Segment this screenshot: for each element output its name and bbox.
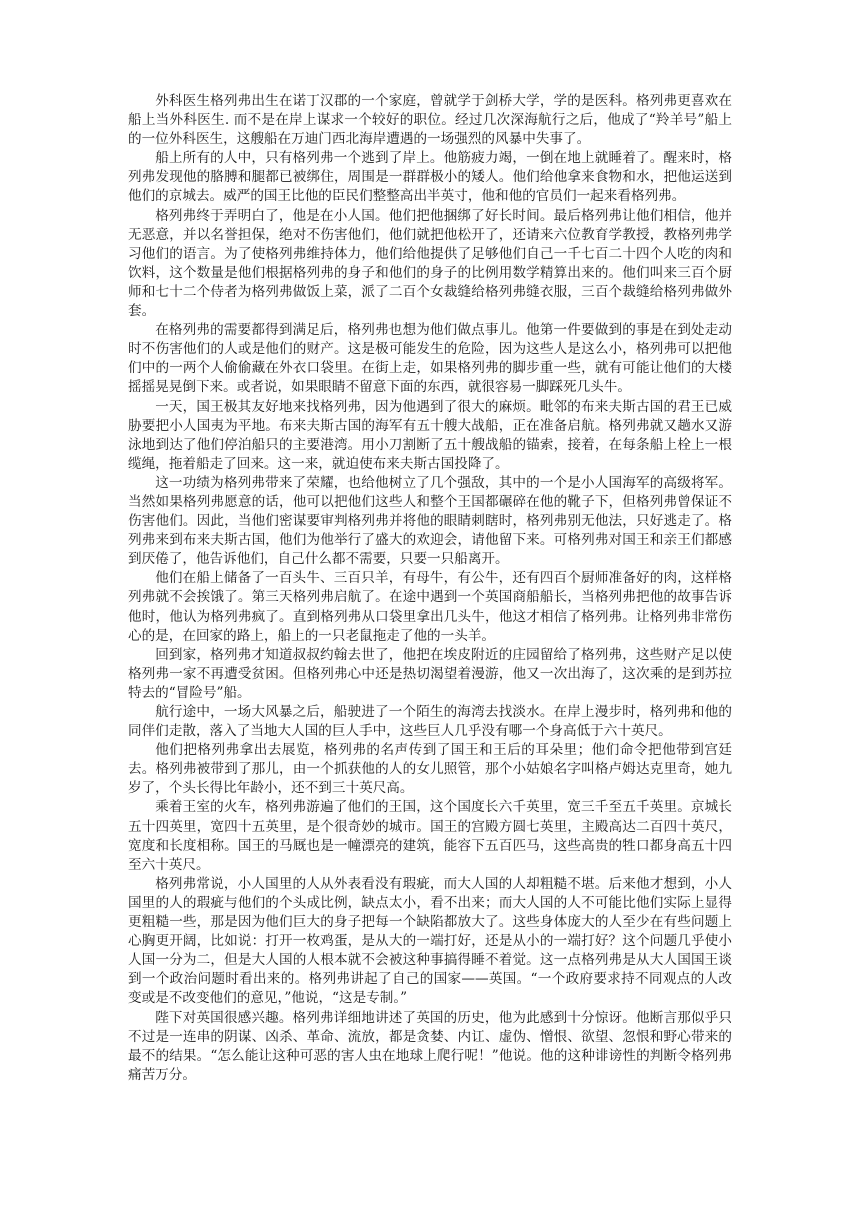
paragraph: 这一功绩为格列弗带来了荣耀，也给他树立了几个强敌，其中的一个是小人国海军的高级将军。当然如果格列弗愿意的话，他可以把他们这些人和整个王国都碾碎在他的靴子下，但格列弗曾保证不伤害他们。因此，当他们密谋要审判格列弗并将他的眼睛刺瞎时，格列弗别无他法，只好逃走了。格列弗来到布来夫斯古国，他们为他举行了盛大的欢迎会，请他留下来。可格列弗对国王和亲王们都感到厌倦了，他告诉他们，自己什么都不需要，只要一只船离开。 [128, 474, 732, 568]
paragraph: 外科医生格列弗出生在诺丁汉郡的一个家庭，曾就学于剑桥大学，学的是医科。格列弗更喜欢在船上当外科医生. 而不是在岸上谋求一个较好的职位。经过几次深海航行之后，他成了“羚羊号”船上的一位外科医生，这艘船在万迪门西北海岸遭遇的一场强烈的风暴中失事了。 [128, 93, 732, 148]
paragraph: 他们把格列弗拿出去展览，格列弗的名声传到了国王和王后的耳朵里；他们命令把他带到宫廷去。格列弗被带到了那儿，由一个抓获他的人的女儿照管，那个小姑娘名字叫格卢姆达克里奇，她九岁了，个头长得比年龄小，还不到三十英尺高。 [128, 742, 732, 797]
article-body [128, 92, 732, 1085]
paragraph: 乘着王室的火车，格列弗游遍了他们的王国，这个国度长六千英里，宽三千至五千英里。京城长五十四英里，宽四十五英里，是个很奇妙的城市。国王的宫殿方圆七英里，主殿高达二百四十英尺，宽度和长度相称。国王的马厩也是一幢漂亮的建筑，能容下五百匹马，这些高贵的牲口都身高五十四至六十英尺。 [128, 799, 732, 873]
paragraph: 格列弗终于弄明白了，他是在小人国。他们把他捆绑了好长时间。最后格列弗让他们相信，他并无恶意，并以名誉担保，绝对不伤害他们，他们就把他松开了，还请来六位教育学教授，教格列弗学习他们的语言。为了使格列弗维持体力，他们给他提供了足够他们自己一千七百二十四个人吃的肉和饮料，这个数量是他们根据格列弗的身子和他们的身子的比例用数学精算出来的。他们叫来三百个厨师和七十二个侍者为格列弗做饭上菜，派了二百个女裁缝给格列弗缝衣服，三百个裁缝给格列弗做外套。 [128, 207, 732, 320]
paragraph: 格列弗常说，小人国里的人从外表看没有瑕疵，而大人国的人却粗糙不堪。后来他才想到，小人国里的人的瑕疵与他们的个头成比例，缺点太小，看不出来；而大人国的人不可能比他们实际上显得更粗糙一些，那是因为他们巨大的身子把每一个缺陷都放大了。这些身体庞大的人至少在有些问题上心胸更开阔，比如说：打开一枚鸡蛋，是从大的一端打好，还是从小的一端打好？这个问题几乎使小人国一分为二，但是大人国的人根本就不会被这种事搞得睡不着觉。这一点格列弗是从大人国国王谈到一个政治问题时看出来的。格列弗讲起了自己的国家——英国。“一个政府要求持不同观点的人改变或是不改变他们的意见，”他说，“这是专制。” [128, 875, 732, 1007]
paragraph: 船上所有的人中，只有格列弗一个逃到了岸上。他筋疲力竭，一倒在地上就睡着了。醒来时，格列弗发现他的胳膊和腿都已被绑住，周围是一群群极小的矮人。他们给他拿来食物和水，把他运送到他们的京城去。威严的国王比他的臣民们整整高出半英寸，他和他的官员们一起来看格列弗。 [128, 150, 732, 205]
paragraph: 在格列弗的需要都得到满足后，格列弗也想为他们做点事儿。他第一件要做到的事是在到处走动时不伤害他们的人或是他们的财产。这是极可能发生的危险，因为这些人是这么小，格列弗可以把他们中的一两个人偷偷藏在外衣口袋里。在街上走，如果格列弗的脚步重一些，就有可能让他们的大楼摇摇晃晃倒下来。或者说，如果眼睛不留意下面的东西，就很容易一脚踩死几头牛。 [128, 322, 732, 396]
paragraph: 他们在船上储备了一百头牛、三百只羊，有母牛，有公牛，还有四百个厨师准备好的肉，这样格列弗就不会挨饿了。第三天格列弗启航了。在途中遇到一个英国商船船长，当格列弗把他的故事告诉他时，他认为格列弗疯了。直到格列弗从口袋里拿出几头牛，他这才相信了格列弗。让格列弗非常伤心的是，在回家的路上，船上的一只老鼠拖走了他的一头羊。 [128, 570, 732, 644]
paragraph: 回到家，格列弗才知道叔叔约翰去世了，他把在埃皮附近的庄园留给了格列弗，这些财产足以使格列弗一家不再遭受贫困。但格列弗心中还是热切渴望着漫游，他又一次出海了，这次乘的是到苏拉特去的“冒险号”船。 [128, 646, 732, 701]
paragraph: 航行途中，一场大风暴之后，船驶进了一个陌生的海湾去找淡水。在岸上漫步时，格列弗和他的同伴们走散，落入了当地大人国的巨人手中，这些巨人几乎没有哪一个身高低于六十英尺。 [128, 704, 732, 740]
paragraph: 陛下对英国很感兴趣。格列弗详细地讲述了英国的历史，他为此感到十分惊讶。他断言那似乎只不过是一连串的阴谋、凶杀、革命、流放，都是贪婪、内讧、虚伪、憎恨、欲望、忽恨和野心带来的最不的结果。“怎么能让这种可恶的害人虫在地球上爬行呢！”他说。他的这种诽谤性的判断令格列弗痛苦万分。 [128, 1009, 732, 1083]
paragraph: 一天，国王极其友好地来找格列弗，因为他遇到了很大的麻烦。毗邻的布来夫斯古国的君王已威胁要把小人国夷为平地。布来夫斯古国的海军有五十艘大战船，正在准备启航。格列弗就又趟水又游泳地到达了他们停泊船只的主要港湾。用小刀割断了五十艘战船的锚索，接着，在每条船上栓上一根缆绳，拖着船走了回来。这一来，就迫使布来夫斯古国投降了。 [128, 398, 732, 472]
